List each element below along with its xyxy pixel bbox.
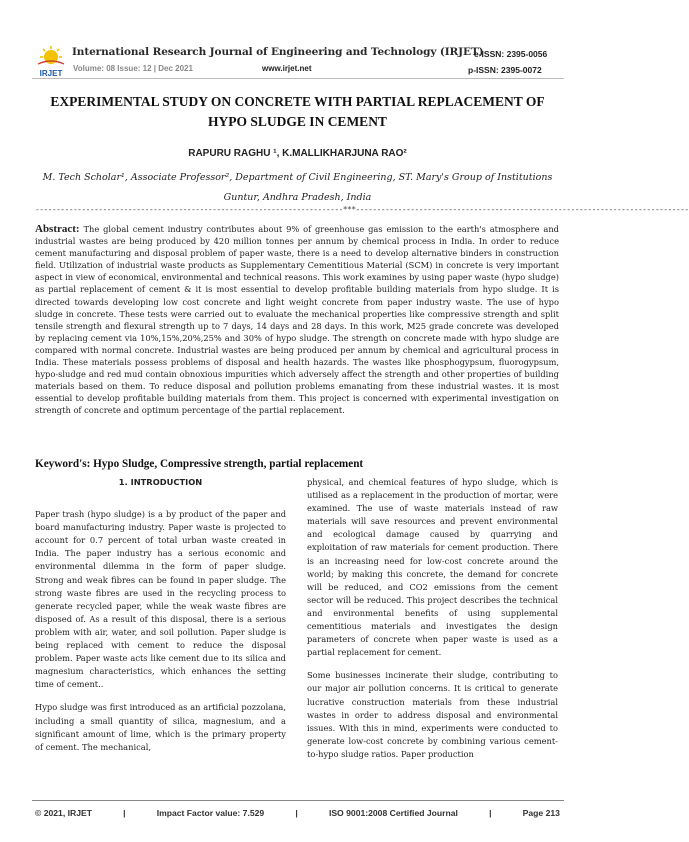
- paragraph: Paper trash (hypo sludge) is a by product of the paper and board manufacturing industry. Paper waste is projected to account for 0.7 percent of total urban waste created in India. The paper industry has a serious economic and environmental dilemma in the form of paper sludge. Strong and weak fibres can be found in paper sludge. The strong waste fibres are used in the recycling process to generate recycled paper, while the weak waste fibres are disposed of. As a result of this disposal, there is a serious problem with air, water, and soil pollution. Paper sludge is being replaced with cement to reduce the disposal problem. Paper waste acts like cement due to its silica and magnesium characteristics, which enhances the setting time of cement..: [35, 509, 286, 690]
- footer-separator: |: [123, 808, 126, 818]
- logo-text: IRJET: [39, 69, 63, 78]
- abstract-label: Abstract:: [35, 223, 80, 235]
- footer-copyright: © 2021, IRJET: [35, 808, 92, 818]
- footer-impact-factor: Impact Factor value: 7.529: [156, 808, 265, 818]
- p-issn: p-ISSN: 2395-0072: [468, 65, 542, 75]
- paragraph: Hypo sludge was first introduced as an artificial pozzolana, including a small quantity of silica, magnesium, and a significant amount of lime, which is the primary property of cement. The mechanical,: [35, 702, 286, 752]
- header-divider: [32, 78, 564, 79]
- page-footer: [35, 808, 560, 818]
- paragraph: physical, and chemical features of hypo sludge, which is utilised as a replacement in the production of mortar, were examined. The use of waste materials instead of raw materials will save resources and prevent environmental and ecological damage caused by quarrying and exploitation of raw materials for cement production. There is an increasing need for low-cost concrete around the world; by making this concrete, the demand for concrete will be reduced, and CO2 emissions from the cement sector will be reduced. This project describes the technical and environmental benefits of using supplemental cementitious materials and investigates the design parameters of concrete when paper waste is used as a partial replacement for cement.: [307, 477, 558, 658]
- abstract: [35, 223, 559, 417]
- footer-separator: |: [489, 808, 492, 818]
- body-column-left: [35, 476, 286, 764]
- section-heading: 1. INTRODUCTION: [118, 477, 203, 487]
- body-column-right: [307, 476, 558, 771]
- paragraph: Some businesses incinerate their sludge, contributing to our major air pollution concerns. It is critical to generate lucrative construction materials from these industrial wastes in order to address disposal and environmental issues. With this in mind, experiments were conducted to generate low-cost concrete by combining various cement-to-hypo sludge ratios. Paper production: [307, 670, 558, 759]
- journal-website-link[interactable]: www.irjet.net: [262, 64, 312, 73]
- abstract-text: The global cement industry contributes about 9% of greenhouse gas emission to the earth's atmosphere and industrial wastes are being produced by 420 million tonnes per annum by chemical process in India. In order to reduce cement manufacturing and disposal problem of paper waste, there is a need to develop alternative binders in construction field. Utilization of industrial waste products as Supplementary Cementitious Material (SCM) in concrete is very important aspect in view of economical, environmental and technical reasons. This work examines by using paper waste (hypo sludge) as partial replacement of cement & it is most essential to develop profitable building materials from hypo sludge. It is directed towards developing low cost concrete and light weight concrete from paper industry waste. The use of hypo sludge in concrete. These tests were carried out to evaluate the mechanical properties like compressive strength and split tensile strength and flexural strength up to 7 days, 14 days and 28 days. In this work, M25 grade concrete was developed by replacing cement via 10%,15%,20%,25% and 30% of hypo sludge. The strength on concrete made with hypo sludge are compared with normal concrete. Industrial wastes are being produced per annum by chemical and agricultural process in India. These materials possess problems of disposal and health hazards. The wastes like phosphogypsum, fluorogypsum, hypo-sludge and red mud contain obnoxious impurities which adversely affect the strength and other properties of building materials based on them. To reduce disposal and pollution problems emanating from these industrial wastes. it is most essential to develop profitable building materials from them. This project is concerned with experimental investigation on strength of concrete and optimum percentage of the partial replacement.: [35, 224, 559, 416]
- footer-page-number: Page 213: [522, 808, 560, 818]
- journal-title: International Research Journal of Engineering and Technology (IRJET): [72, 46, 484, 58]
- footer-divider: [32, 800, 564, 801]
- footer-separator: |: [295, 808, 298, 818]
- e-issn: e-ISSN: 2395-0056: [474, 49, 548, 59]
- volume-issue: Volume: 08 Issue: 12 | Dec 2021: [73, 64, 193, 73]
- paper-authors: RAPURU RAGHU ¹, K.MALLIKHARJUNA RAO²: [188, 148, 407, 159]
- keywords: Keyword's: Hypo Sludge, Compressive strength, partial replacement: [35, 458, 364, 470]
- separator-line: -------------------------------------------------------------------------***-------------------------------------------------------------------------------: [35, 205, 689, 214]
- journal-logo: [34, 45, 68, 79]
- footer-iso: ISO 9001:2008 Certified Journal: [328, 808, 458, 818]
- paper-title: EXPERIMENTAL STUDY ON CONCRETE WITH PARTIAL REPLACEMENT OF HYPO SLUDGE IN CEMENT: [50, 94, 545, 129]
- author-affiliation: M. Tech Scholar¹, Associate Professor², Department of Civil Engineering, ST. Mary's Group of Institutions Guntur, Andhra Pradesh, India: [42, 172, 553, 203]
